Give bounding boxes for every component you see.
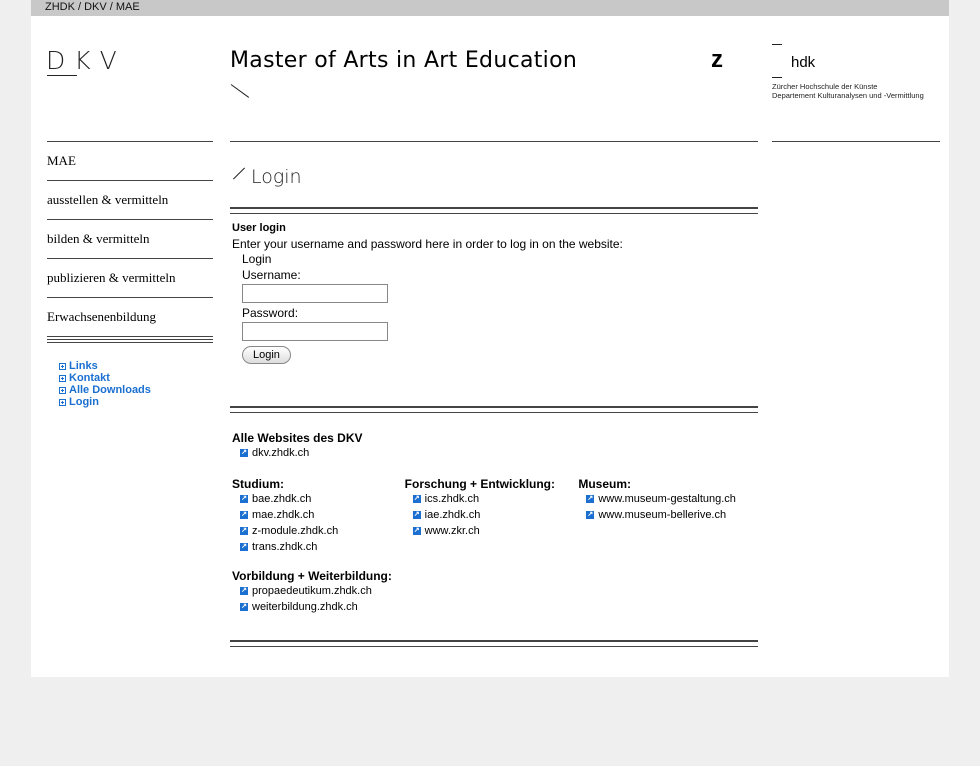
forschung-title: Forschung + Entwicklung: <box>404 477 556 491</box>
hdk-subtitle-line1: Zürcher Hochschule der Künste <box>772 82 878 91</box>
breadcrumb[interactable]: ZHDK / DKV / MAE <box>45 1 140 13</box>
vorbildung-title: Vorbildung + Weiterbildung: <box>232 569 392 583</box>
quicklink-kontakt[interactable]: Kontakt <box>59 372 151 384</box>
external-link-icon: ↗ <box>241 543 247 550</box>
plus-box-icon <box>59 387 66 394</box>
hdk-logo[interactable]: hdk <box>791 54 816 71</box>
external-link-icon: ↗ <box>587 511 594 518</box>
nav-item-ausstellen[interactable]: ausstellen & vermitteln <box>47 181 213 220</box>
username-label: Username: <box>242 268 301 282</box>
login-button[interactable]: Login <box>242 346 291 364</box>
right-top-rule <box>772 141 940 142</box>
zhdk-z-logo[interactable]: z <box>711 46 723 73</box>
login-intro: Enter your username and password here in order to log in on the website: <box>232 237 623 251</box>
username-input[interactable] <box>242 284 388 303</box>
external-link-icon: ↗ <box>241 527 247 534</box>
content-bottom-double-rule <box>230 640 758 647</box>
login-block <box>232 222 758 364</box>
websites-columns <box>232 477 758 555</box>
link-propaedeutikum[interactable]: ↗ propaedeutikum.zhdk.ch <box>241 585 372 597</box>
external-link-icon: ↗ <box>241 603 247 610</box>
title-slash-decoration <box>231 84 249 98</box>
nav-item-erwachsenenbildung[interactable]: Erwachsenenbildung <box>47 298 213 337</box>
museum-column <box>578 477 758 555</box>
dkv-logo-underline <box>47 75 77 76</box>
slash-decoration <box>233 167 245 179</box>
link-museum-gestaltung[interactable]: ↗ www.museum-gestaltung.ch <box>587 493 736 505</box>
museum-title: Museum: <box>578 477 632 491</box>
quicklink-login[interactable]: Login <box>59 396 151 408</box>
link-museum-bellerive[interactable]: ↗ www.museum-bellerive.ch <box>587 509 727 521</box>
page-title: Login <box>231 166 302 188</box>
form-legend: Login <box>242 252 272 266</box>
content-mid-double-rule <box>230 406 758 413</box>
dkv-logo[interactable]: DKV <box>46 46 126 75</box>
nav-item-publizieren[interactable]: publizieren & vermitteln <box>47 259 213 298</box>
websites-title: Alle Websites des DKV <box>232 431 363 445</box>
external-link-icon: ↗ <box>241 587 247 594</box>
quick-links <box>59 360 151 408</box>
external-link-icon: ↗ <box>413 527 420 534</box>
quicklink-links[interactable]: Links <box>59 360 151 372</box>
password-label: Password: <box>242 306 299 320</box>
external-link-icon: ↗ <box>587 495 594 502</box>
main-nav <box>47 141 213 343</box>
page <box>31 16 949 677</box>
link-zkr[interactable]: ↗ www.zkr.ch <box>413 525 480 537</box>
link-trans[interactable]: ↗ trans.zhdk.ch <box>241 541 318 553</box>
hdk-subtitle <box>772 82 924 100</box>
plus-box-icon <box>59 363 66 370</box>
top-bar <box>31 0 949 16</box>
quicklink-downloads[interactable]: Alle Downloads <box>59 384 151 396</box>
title-double-rule <box>230 207 758 214</box>
external-link-icon: ↗ <box>241 495 247 502</box>
block-title: User login <box>232 222 286 234</box>
external-link-icon: ↗ <box>413 495 420 502</box>
site-title: Master of Arts in Art Education <box>230 48 578 73</box>
link-iae[interactable]: ↗ iae.zhdk.ch <box>413 509 481 521</box>
plus-box-icon <box>59 399 66 406</box>
link-bae[interactable]: ↗ bae.zhdk.ch <box>241 493 312 505</box>
plus-box-icon <box>59 375 66 382</box>
forschung-column <box>405 477 579 555</box>
studium-column <box>232 477 405 555</box>
login-form <box>242 252 758 364</box>
link-mae[interactable]: ↗ mae.zhdk.ch <box>241 509 315 521</box>
nav-end-rule <box>47 339 213 343</box>
hdk-dash-top <box>772 44 782 45</box>
hdk-dash-bottom <box>772 77 782 78</box>
nav-item-bilden[interactable]: bilden & vermitteln <box>47 220 213 259</box>
link-weiterbildung[interactable]: ↗ weiterbildung.zhdk.ch <box>241 601 358 613</box>
link-z-module[interactable]: ↗ z-module.zhdk.ch <box>241 525 339 537</box>
websites-section <box>232 431 758 615</box>
link-dkv[interactable]: ↗ dkv.zhdk.ch <box>241 447 310 459</box>
link-ics[interactable]: ↗ ics.zhdk.ch <box>413 493 480 505</box>
password-input[interactable] <box>242 322 388 341</box>
vorbildung-section <box>232 569 758 615</box>
content-top-rule <box>230 141 758 142</box>
external-link-icon: ↗ <box>241 511 247 518</box>
external-link-icon: ↗ <box>241 449 247 456</box>
external-link-icon: ↗ <box>413 511 420 518</box>
hdk-subtitle-line2: Departement Kulturanalysen und -Vermittlung <box>772 91 924 100</box>
nav-item-mae[interactable]: MAE <box>47 141 213 181</box>
studium-title: Studium: <box>232 477 284 491</box>
